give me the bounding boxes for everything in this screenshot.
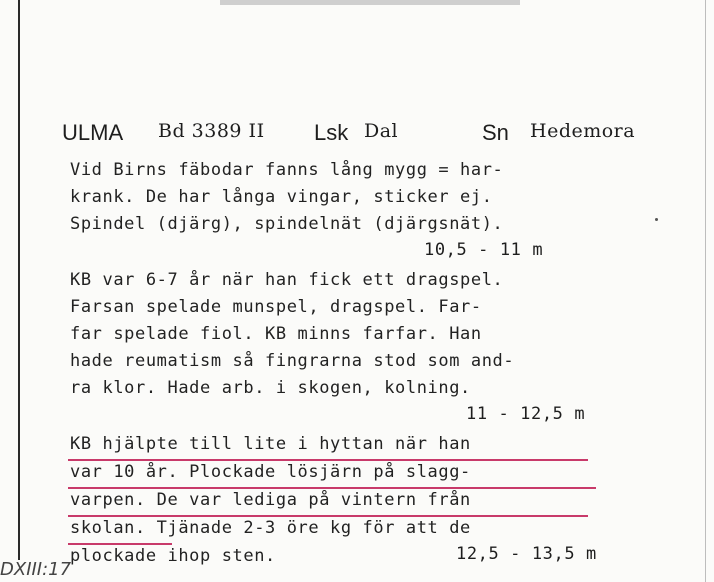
text-line: Vid Birns fäbodar fanns lång mygg = har- <box>70 160 504 180</box>
depth-range: 12,5 - 13,5 m <box>456 544 597 564</box>
volume-label: Bd 3389 II <box>158 120 265 142</box>
text-line: Spindel (djärg), spindelnät (djärgsnät). <box>70 214 504 234</box>
depth-range: 11 - 12,5 m <box>466 404 586 424</box>
text-line: Farsan spelade munspel, dragspel. Far- <box>70 297 482 317</box>
text-line: far spelade fiol. KB minns farfar. Han <box>70 324 482 344</box>
archive-stamp: DXIII:17 <box>0 559 72 580</box>
lsk-value: Dal <box>364 120 399 142</box>
speck <box>655 218 658 221</box>
text-line: KB var 6-7 år när han fick ett dragspel. <box>70 270 504 290</box>
text-line: plockade ihop sten. <box>70 546 276 566</box>
text-line: KB hjälpte till lite i hyttan när han <box>70 434 471 454</box>
sn-value: Hedemora <box>530 120 636 142</box>
lsk-label: Lsk <box>314 120 349 145</box>
text-line: varpen. De var lediga på vintern från <box>70 490 471 510</box>
card-right-edge <box>705 0 706 582</box>
sn-label: Sn <box>482 120 509 145</box>
text-line: ra klor. Hade arb. i skogen, kolning. <box>70 378 471 398</box>
text-line: krank. De har långa vingar, sticker ej. <box>70 187 493 207</box>
card-header <box>0 120 714 150</box>
card-left-edge <box>18 0 20 560</box>
depth-range: 10,5 - 11 m <box>424 240 544 260</box>
text-line: var 10 år. Plockade lösjärn på slagg- <box>70 462 471 482</box>
text-line: hade reumatism så fingrarna stod som and- <box>70 351 515 371</box>
card-top-edge <box>220 0 520 5</box>
archive-name: ULMA <box>62 120 124 145</box>
text-line: skolan. Tjänade 2-3 öre kg för att de <box>70 518 471 538</box>
